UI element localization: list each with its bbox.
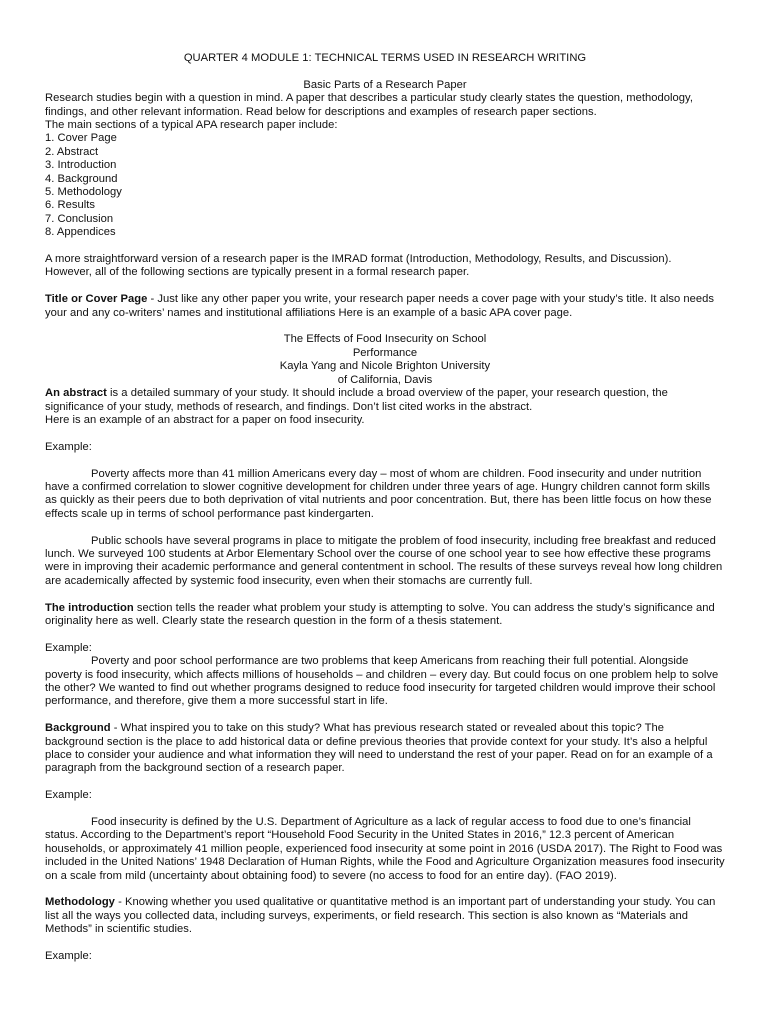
methodology-paragraph [45,896,725,936]
cover-example-line: Kayla Yang and Nicole Brighton University [279,360,491,373]
introduction-term: The introduction [45,601,134,614]
abstract-example-paragraph: Public schools have several programs in place to mitigate the problem of food insecurity, including free breakfast and reduced lunch. We surveyed 100 students at Arbor Elementary School over the course of one school year to see how effective these programs were in improving their academic performance and general contentment in school. The results of these surveys reveal how long children are academically affected by systemic food insecurity, even when their stomachs are currently full. [45,534,723,587]
module-title: QUARTER 4 MODULE 1: TECHNICAL TERMS USED IN RESEARCH WRITING [183,52,587,64]
document-page [45,52,725,963]
list-item: 1. Cover Page [45,132,117,145]
abstract-example-paragraph: Poverty affects more than 41 million Americans every day – most of whom are children. Food insecurity and under nutrition have a confirmed correlation to slower cognitive development for children under three years of age. Hungry children cannot form skills as quickly as their peers due to both deprivation of vital nutrients and poor concentration. But, there has been little focus on how these effects scale up in terms of school performance past kindergarten. [45,467,712,520]
cover-example-line: The Effects of Food Insecurity on School [283,333,487,346]
list-item: 2. Abstract [45,145,99,158]
cover-example-line: Performance [352,346,418,359]
list-item: 7. Conclusion [45,212,114,225]
list-item: 6. Results [45,199,96,212]
cover-page-term: Title or Cover Page [45,293,148,306]
sections-list [45,132,725,239]
imrad-paragraph: A more straightforward version of a research paper is the IMRAD format (Introduction, Methodology, Results, and Discussion). [45,253,672,266]
cover-example-line: of California, Davis [337,373,433,386]
background-paragraph [45,722,725,776]
example-label: Example: [45,440,92,453]
example-label: Example: [45,950,92,962]
abstract-term: An abstract [45,387,107,400]
example-label: Example: [45,641,92,654]
example-label: Example: [45,789,92,802]
intro-paragraph: Research studies begin with a question in mind. A paper that describes a particular study clearly states the question, methodology, findings, and other relevant information. Read below for descriptions and examples of research paper sections. [45,92,693,118]
abstract-paragraph [45,387,725,414]
introduction-text: section tells the reader what problem your study is attempting to solve. You can address the study’s significance and originality here as well. Clearly state the research question in the form of a thesis statement. [45,601,715,627]
background-text: - What inspired you to take on this study? What has previous research stated or revealed about this topic? The background section is the place to add historical data or define previous theories that provide context for your study. It’s also a helpful place to consider your audience and what information they will need to understand the rest of your paper. Read on for an example of a paragraph from the background section of a research paper. [45,722,713,775]
list-item: 8. Appendices [45,226,116,239]
list-item: 5. Methodology [45,186,122,199]
list-item: 3. Introduction [45,159,117,172]
cover-page-paragraph [45,293,725,320]
intro-sections-lead: The main sections of a typical APA research paper include: [45,119,338,132]
abstract-paragraph-continued: Here is an example of an abstract for a paper on food insecurity. [45,413,365,426]
methodology-term: Methodology [45,896,115,909]
abstract-text: is a detailed summary of your study. It should include a broad overview of the paper, your research question, the significance of your study, methods of research, and findings. Don’t list cited works in the abstract. [45,387,668,413]
cover-page-example [45,333,725,387]
background-example-paragraph: Food insecurity is defined by the U.S. Department of Agriculture as a lack of regular access to food due to one’s financial status. According to the Department’s report “Household Food Security in the United States in 2016,” 12.3 percent of American households, or approximately 41 million people, experienced food insecurity at some point in 2016 (USDA 2017). The Right to Food was included in the United Nations’ 1948 Declaration of Human Rights, while the Food and Agriculture Organization measures food insecurity on a scale from mild (uncertainty about obtaining food) to severe (no access to food for an entire day). (FAO 2019). [45,815,725,882]
introduction-paragraph [45,602,725,629]
cover-page-text: - Just like any other paper you write, your research paper needs a cover page with your study’s title. It also needs your and any co-writers’ names and institutional affiliations Here is an example of a basic APA cover page. [45,293,715,319]
methodology-text: - Knowing whether you used qualitative or quantitative method is an important part of understanding your study. You can list all the ways you collected data, including surveys, experiments, or field research. This section is also known as “Materials and Methods” in scientific studies. [45,896,716,936]
background-term: Background [45,722,111,735]
list-item: 4. Background [45,172,118,185]
introduction-example-paragraph: Poverty and poor school performance are two problems that keep Americans from reaching their full potential. Alongside poverty is food insecurity, which affects millions of households – and children – every day. But could focus on one problem help to solve the other? We wanted to find out whether programs designed to reduce food insecurity for targeted children would improve their school performance, and therefore, give them a more successful start in life. [45,655,719,708]
section-title: Basic Parts of a Research Paper [303,78,467,91]
imrad-paragraph-continued: However, all of the following sections are typically present in a formal research paper. [45,266,470,279]
